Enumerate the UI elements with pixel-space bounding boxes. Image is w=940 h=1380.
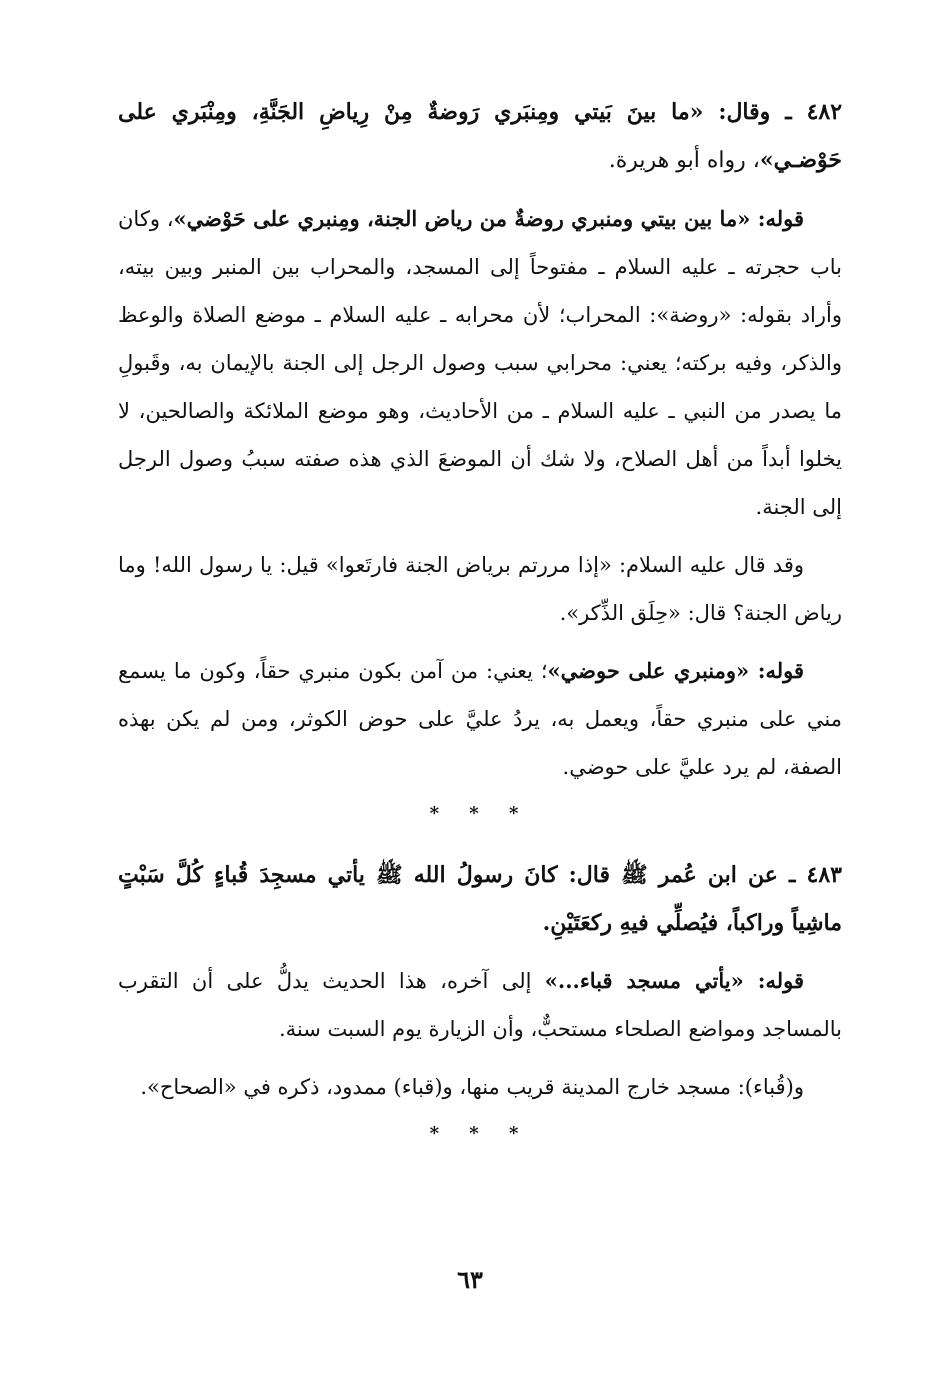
commentary-4-text: إلى آخره، هذا الحديث يدلُّ على أن التقرب بالمساجد ومواضع الصلحاء مستحبٌّ، وأن الزيارة يوم السبت سنة. (118, 969, 842, 1041)
commentary-2-text: وقد قال عليه السلام: «إذا مررتم برياض الجنة فارتَعوا» قيل: يا رسول الله! وما رياض الجنة؟ قال: «حِلَق الذِّكر». (118, 553, 842, 625)
commentary-paragraph-1 (118, 195, 842, 531)
commentary-3-text: ؛ يعني: من آمن بكون منبري حقاً، وكون ما يسمع مني على منبري حقاً، ويعمل به، يردُ عليَّ على حوض الكوثر، ومن لم يكن بهذه الصفة، لم يرد عليَّ على حوضي. (118, 659, 842, 779)
hadith-483-text: عن ابن عُمر ﷺ قال: كانَ رسولُ الله ﷺ يأتي مسجِدَ قُباءٍ كُلَّ سَبْتٍ ماشِياً وراكباً، فيُصلِّي فيهِ ركعَتَيْنِ. (118, 862, 842, 936)
commentary-paragraph-2 (118, 541, 842, 637)
hadith-482 (118, 88, 842, 185)
hadith-482-tail: ، رواه أبو هريرة. (608, 148, 760, 173)
hadith-483-number: ٤٨٣ ـ (777, 862, 842, 888)
commentary-4-lead: قوله: «يأتي مسجد قباء...» (544, 968, 804, 993)
section-separator-2: * * * (429, 1123, 531, 1144)
page-number: ٦٣ (457, 1265, 483, 1294)
hadith-482-intro: وقال: (703, 99, 771, 125)
hadith-482-number: ٤٨٢ ـ (770, 99, 843, 125)
commentary-3-lead: قوله: «ومنبري على حوضي» (547, 658, 804, 683)
section-separator-1: * * * (429, 803, 531, 824)
commentary-1-text: ، وكان باب حجرته ـ عليه السلام ـ مفتوحاً إلى المسجد، والمحراب بين المنبر وبين بيته، وأراد بقوله: «روضة»: المحراب؛ لأن محرابه ـ عليه السلام ـ موضع الصلاة والوعظ والذكر، وفيه بركته؛ يعني: محرابي سبب وصول الرجل إلى الجنة بالإيمان به، وقَبولِ ما يصدر من النبي ـ عليه السلام ـ من الأحاديث، وهو موضع الملائكة والصالحين، لا يخلوا أبداً من أهل الصلاح، ولا شك أن الموضعَ الذي هذه صفته سببُ وصول الرجل إلى الجنة. (118, 207, 842, 519)
commentary-paragraph-4 (118, 957, 842, 1053)
commentary-paragraph-5 (118, 1063, 842, 1111)
hadith-483 (118, 851, 842, 947)
commentary-5-text: و(قُباء): مسجد خارج المدينة قريب منها، و(قباء) ممدود، ذكره في «الصحاح». (140, 1075, 804, 1099)
commentary-paragraph-3 (118, 647, 842, 791)
page-body (118, 88, 842, 1320)
commentary-1-lead: قوله: «ما بين بيتي ومنبري روضةٌ من رياض الجنة، ومِنبري على حَوْضي» (173, 206, 805, 231)
hadith-482-text: «ما بينَ بَيتي ومِنبَري رَوضةٌ مِنْ رِياضِ الجَنَّةِ، ومِنْبَري على حَوْضـي» (118, 99, 842, 173)
